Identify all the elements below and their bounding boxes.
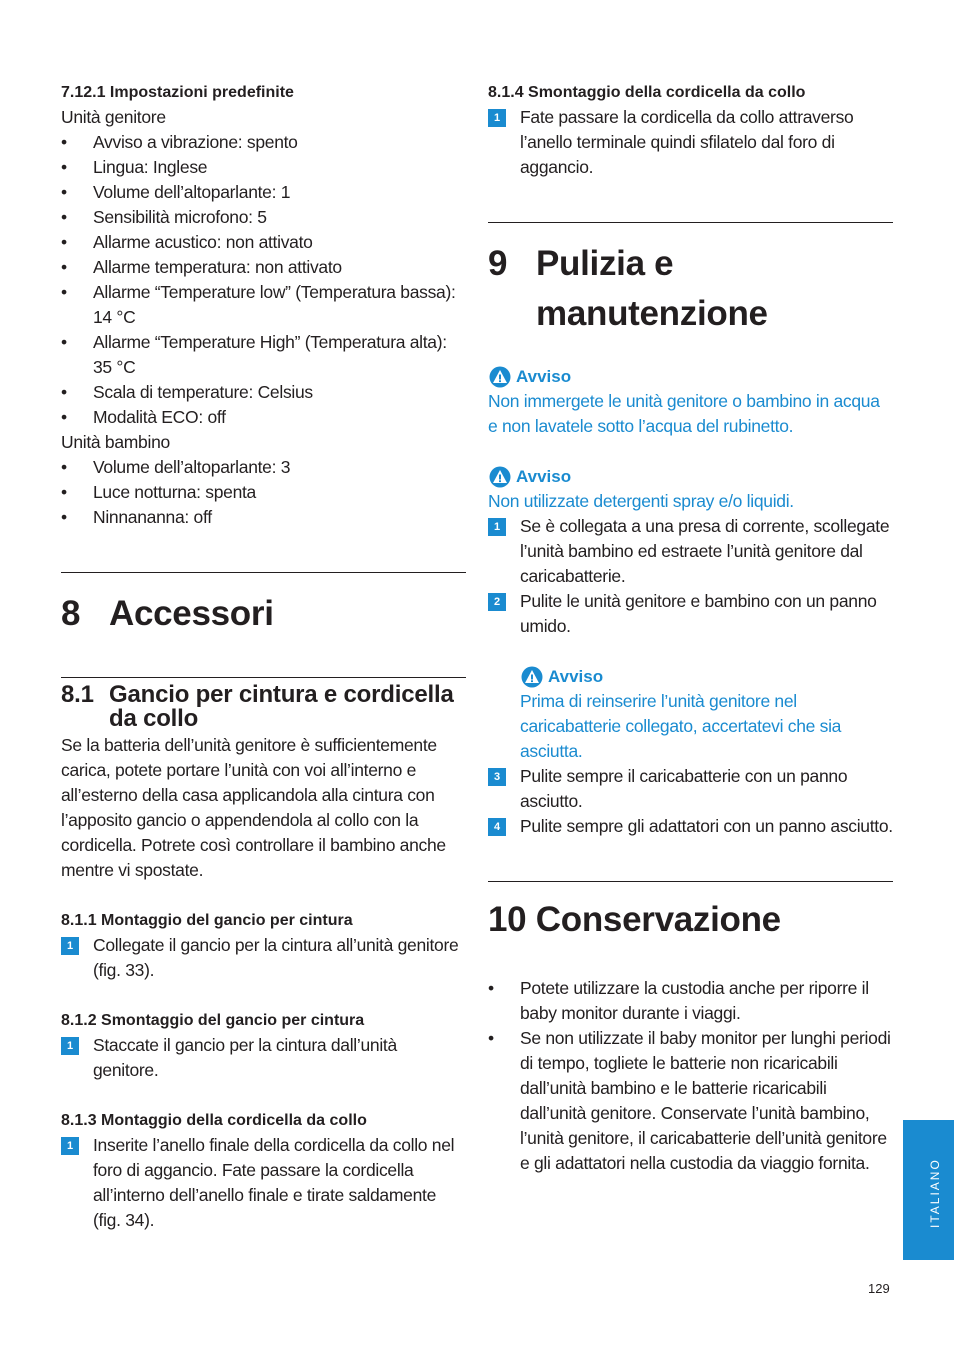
step-item xyxy=(61,1133,466,1233)
baby-defaults-list xyxy=(61,455,466,530)
warning-block xyxy=(488,464,893,514)
language-side-tab xyxy=(903,1120,954,1260)
chapter-number: 10 xyxy=(488,900,527,939)
warning-label: Avviso xyxy=(516,467,572,486)
step-text: Pulite sempre gli adattatori con un panno asciutto. xyxy=(520,816,893,836)
step-number-badge: 3 xyxy=(488,768,506,786)
list-item: • Potete utilizzare la custodia anche per riporre il baby monitor durante i viaggi. xyxy=(488,976,893,1026)
step-number-badge: 1 xyxy=(488,518,506,536)
step-number-badge: 1 xyxy=(61,1037,79,1055)
chapter-divider xyxy=(488,881,893,882)
step-number-badge: 4 xyxy=(488,818,506,836)
section-8-1-2-title: 8.1.2 Smontaggio del gancio per cintura xyxy=(61,1012,365,1029)
section-7-12-1-title: 7.12.1 Impostazioni predefinite xyxy=(61,84,294,101)
section-number: 8.1 xyxy=(61,681,94,708)
section-8-1-3-title: 8.1.3 Montaggio della cordicella da collo xyxy=(61,1112,367,1129)
chapter-number: 9 xyxy=(488,244,508,283)
warning-icon xyxy=(520,666,544,688)
parent-unit-label: Unità genitore xyxy=(61,107,166,127)
warning-text: Prima di reinserire l’unità genitore nel caricabatterie collegato, accertatevi che sia asciutta. xyxy=(520,691,842,761)
step-number-badge: 1 xyxy=(488,109,506,127)
section-8-1-text: Se la batteria dell’unità genitore è sufficientemente carica, potete portare l’unità con voi all’interno e all’esterno della casa applicandola alla cintura con l’apposito gancio o appendendola al collo con la cordicella. Potrete così controllare il bambino anche mentre vi spostate. xyxy=(61,735,446,880)
chapter-title: Accessori xyxy=(109,594,274,633)
storage-list xyxy=(488,976,893,1176)
list-item: • Luce notturna: spenta xyxy=(61,480,466,505)
step-text: Pulite sempre il caricabatterie con un panno asciutto. xyxy=(520,766,848,811)
chapter-divider xyxy=(488,222,893,223)
warning-icon xyxy=(488,366,512,388)
section-8-1-heading xyxy=(61,683,466,731)
list-item: • Sensibilità microfono: 5 xyxy=(61,205,466,230)
list-item: • Allarme “Temperature High” (Temperatura alta): 35 °C xyxy=(61,330,466,380)
right-column xyxy=(488,80,893,1176)
step-item xyxy=(488,105,893,180)
step-number-badge: 1 xyxy=(61,937,79,955)
list-item: • Se non utilizzate il baby monitor per lunghi periodi di tempo, togliete le batterie non ricaricabili dall’unità bambino e le batterie ricaricabili dall’unità genitore. Conservate l’unità bambino, l’unità genitore, il caricabatterie dell’unità genitore e gli adattatori nella custodia da viaggio fornita. xyxy=(488,1026,893,1176)
step-text: Inserite l’anello finale della cordicella da collo nel foro di aggancio. Fate passare la cordicella all’interno dell’anello finale e tirate saldamente (fig. 34). xyxy=(93,1135,455,1230)
chapter-10-heading xyxy=(488,895,893,945)
warning-text: Non immergete le unità genitore o bambino in acqua e non lavatele sotto l’acqua del rubinetto. xyxy=(488,391,880,436)
step-text: Collegate il gancio per la cintura all’unità genitore (fig. 33). xyxy=(93,935,459,980)
left-column xyxy=(61,80,466,1233)
chapter-title: Conservazione xyxy=(535,900,781,939)
step-text: Pulite le unità genitore e bambino con un panno umido. xyxy=(520,591,877,636)
step-item xyxy=(61,933,466,983)
step-item xyxy=(488,514,893,589)
warning-label: Avviso xyxy=(516,367,572,386)
baby-unit-label: Unità bambino xyxy=(61,432,170,452)
step-item xyxy=(488,764,893,814)
warning-heading xyxy=(520,664,893,689)
section-8-1-4-title: 8.1.4 Smontaggio della cordicella da collo xyxy=(488,84,806,101)
warning-heading xyxy=(488,464,893,489)
warning-heading xyxy=(488,364,893,389)
warning-label: Avviso xyxy=(548,667,604,686)
warning-block xyxy=(488,364,893,439)
section-divider xyxy=(61,677,466,678)
step-text: Staccate il gancio per la cintura dall’unità genitore. xyxy=(93,1035,397,1080)
list-item: • Ninnananna: off xyxy=(61,505,466,530)
step-text: Fate passare la cordicella da collo attraverso l’anello terminale quindi sfilatelo dal foro di aggancio. xyxy=(520,107,854,177)
chapter-title xyxy=(536,239,768,339)
section-8-1-1-title: 8.1.1 Montaggio del gancio per cintura xyxy=(61,912,353,929)
step-item xyxy=(61,1033,466,1083)
chapter-title-line: manutenzione xyxy=(536,294,768,333)
step-item xyxy=(488,589,893,639)
chapter-title-line: Pulizia e xyxy=(536,244,674,283)
list-item: • Allarme temperatura: non attivato xyxy=(61,255,466,280)
parent-defaults-list xyxy=(61,130,466,430)
warning-icon xyxy=(488,466,512,488)
step-number-badge: 1 xyxy=(61,1137,79,1155)
list-item: • Allarme “Temperature low” (Temperatura bassa): 14 °C xyxy=(61,280,466,330)
list-item: • Volume dell’altoparlante: 3 xyxy=(61,455,466,480)
page-number: 129 xyxy=(868,1281,890,1296)
list-item: • Volume dell’altoparlante: 1 xyxy=(61,180,466,205)
list-item: • Avviso a vibrazione: spento xyxy=(61,130,466,155)
step-text: Se è collegata a una presa di corrente, scollegate l’unità bambino ed estraete l’unità genitore dal caricabatterie. xyxy=(520,516,890,586)
chapter-8-heading xyxy=(61,589,466,639)
section-title: Gancio per cintura e cordicella da collo xyxy=(109,681,454,732)
list-item: • Modalità ECO: off xyxy=(61,405,466,430)
step-item xyxy=(488,814,893,839)
list-item: • Scala di temperature: Celsius xyxy=(61,380,466,405)
chapter-number: 8 xyxy=(61,594,81,633)
step-number-badge: 2 xyxy=(488,593,506,611)
list-item: • Allarme acustico: non attivato xyxy=(61,230,466,255)
warning-block xyxy=(488,664,893,764)
warning-text: Non utilizzate detergenti spray e/o liquidi. xyxy=(488,491,794,511)
chapter-9-heading xyxy=(488,239,893,339)
list-item: • Lingua: Inglese xyxy=(61,155,466,180)
chapter-divider xyxy=(61,572,466,573)
language-label: ITALIANO xyxy=(928,1158,942,1228)
